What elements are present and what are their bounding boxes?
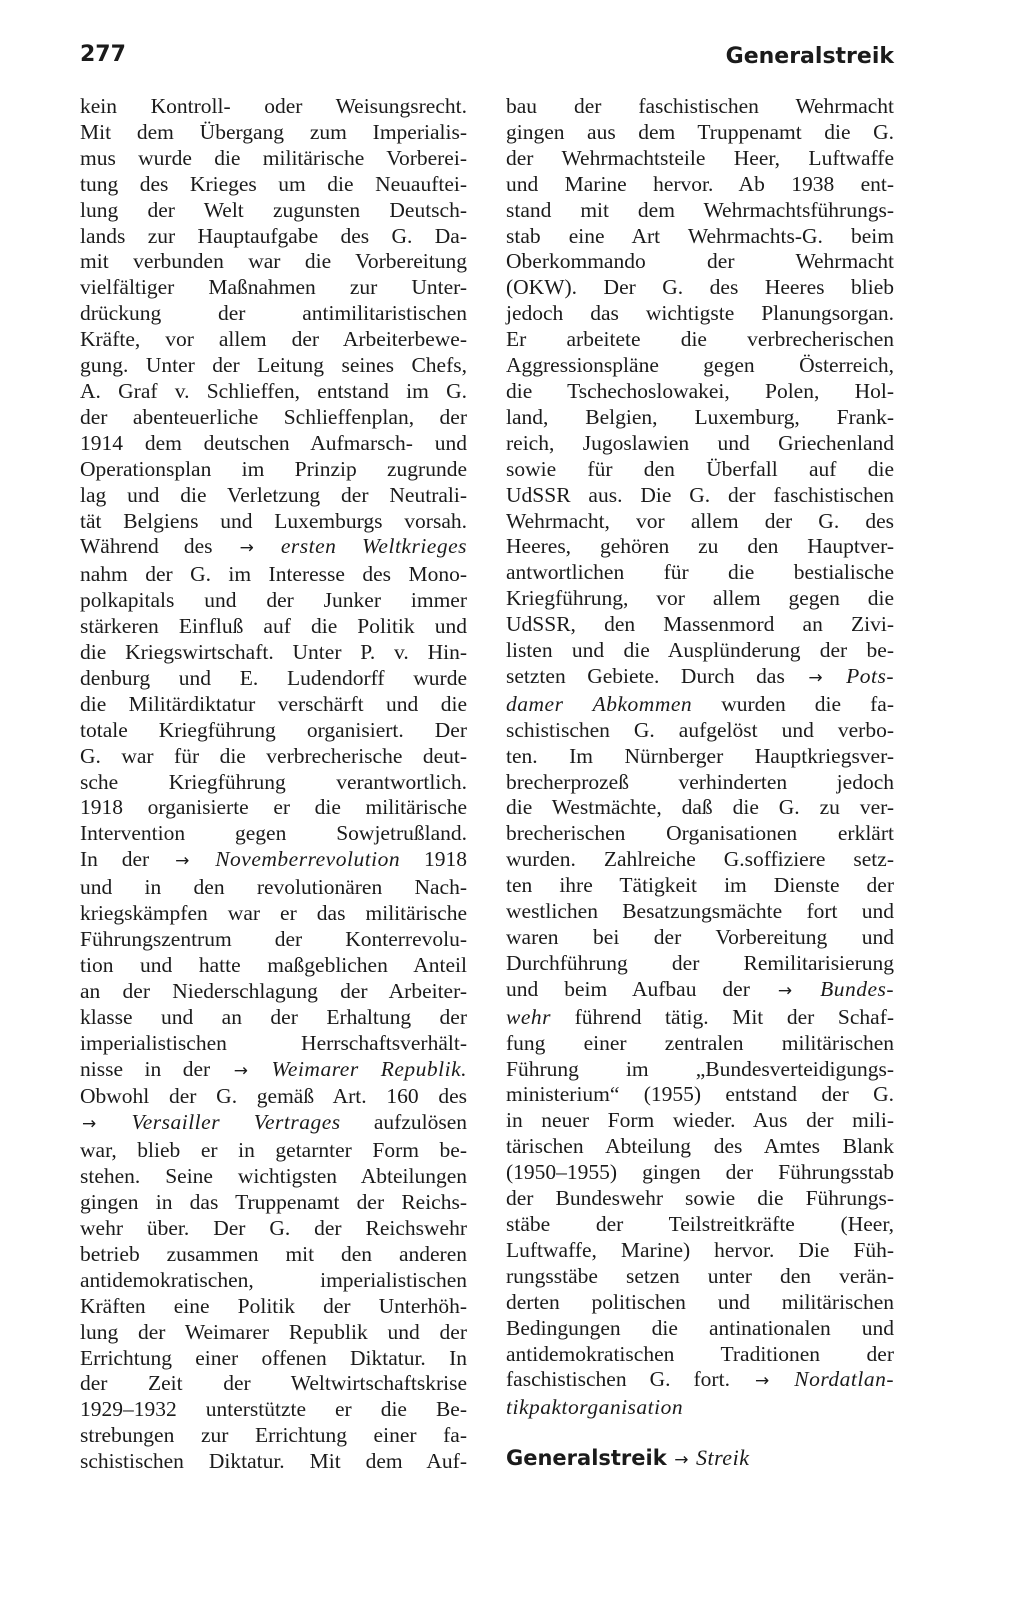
text-line: G. war für die verbrecherische deut- [80,743,467,768]
cross-reference-link[interactable]: damer Abkommen [506,691,693,716]
text-line: stäbe der Teilstreitkräfte (Heer, [506,1211,894,1236]
text-line: der abenteuerliche Schlieffenplan, der [80,404,467,429]
text-line: der Bundeswehr sowie die Führungs- [506,1186,894,1211]
text-line: jedoch das wichtigste Planungsorgan. [506,301,894,326]
text-line: der Zeit der Weltwirtschaftskrise [80,1371,467,1396]
text-line: tärischen Abteilung des Amtes Blank [506,1134,894,1159]
text-line: Wehrmacht, vor allem der G. des [506,508,894,533]
text-line [80,847,467,875]
left-column [80,94,467,1475]
text-line: Intervention gegen Sowjetrußland. [80,821,467,846]
text-line: tät Belgiens und Luxemburgs vorsah. [80,508,467,533]
text-line: gingen aus dem Truppenamt die G. [506,119,894,144]
text-line: die Kriegswirtschaft. Unter P. v. Hin- [80,640,467,665]
text-line: Führungszentrum der Konterrevolu- [80,927,467,951]
text-line: bau der faschistischen Wehrmacht [506,94,894,118]
cross-reference-link[interactable]: Bundes- [820,976,895,1001]
cross-reference-arrow-icon: → [233,1060,248,1081]
text-line [506,977,894,1005]
cross-reference-arrow-icon: → [82,1114,97,1135]
text-line: brecherprozeß verhinderten jedoch [506,769,894,794]
text-line: brecherischen Organisationen erklärt [506,821,894,846]
text-line: wurden. Zahlreiche G.soffiziere setz- [506,847,894,872]
text-line: Kriegführung, vor allem gegen die [506,586,894,611]
text-line: denburg und E. Ludendorff wurde [80,665,467,690]
text-line: (1950–1955) gingen der Führungsstab [506,1160,894,1185]
line-text: setzten Gebiete. Durch das [506,663,785,688]
text-line: schistischen G. aufgelöst und verbo- [506,717,894,742]
line-text: Während des [80,534,213,559]
text-line: strebungen zur Errichtung einer fa- [80,1423,467,1448]
entry-headword: Generalstreik [506,1446,667,1470]
text-line: waren bei der Vorbereitung und [506,925,894,949]
text-line: listen und die Ausplünderung der be- [506,638,894,663]
text-line: war, blieb er in getarnter Form be- [80,1138,467,1163]
text-line: Luftwaffe, Marine) hervor. Die Füh- [506,1237,894,1262]
text-line: Er arbeitete die verbrecherischen [506,327,894,352]
text-line: polkapitals und der Junker immer [80,588,467,613]
text-line: wehr über. Der G. der Reichswehr [80,1215,467,1240]
text-line: totale Kriegführung organisiert. Der [80,717,467,742]
text-line: ministerium“ (1955) entstand der G. [506,1082,894,1107]
text-line: und Marine hervor. Ab 1938 ent- [506,171,894,196]
text-line: antwortlichen für die bestialische [506,560,894,585]
cross-reference-link[interactable]: wehr [506,1004,551,1029]
text-line: (OKW). Der G. des Heeres blieb [506,275,894,300]
text-line: Kräfte, vor allem der Arbeiterbewe- [80,327,467,352]
text-line: Durchführung der Remilitarisierung [506,950,894,975]
text-line: sche Kriegführung verantwortlich. [80,769,467,794]
text-line: Aggressionspläne gegen Österreich, [506,353,894,378]
text-line: Führung im „Bundesverteidigungs- [506,1056,894,1081]
text-line: rungsstäbe setzen unter den verän- [506,1263,894,1288]
line-text: wurden die fa- [721,691,894,716]
cross-reference-link[interactable]: tikpaktorganisation [506,1395,684,1420]
text-line: ten. Im Nürnberger Hauptkriegsver- [506,743,894,768]
text-line: Heeres, gehören zu den Hauptver- [506,534,894,559]
text-line: 1914 dem deutschen Aufmarsch- und [80,430,467,455]
text-line: in neuer Form wieder. Aus der mili- [506,1108,894,1133]
text-line: und in den revolutionären Nach- [80,875,467,900]
cross-reference-link[interactable]: Novemberrevolution [215,847,401,872]
text-line: die Tschechoslowakei, Polen, Hol- [506,378,894,403]
text-line: klasse und an der Erhaltung der [80,1004,467,1029]
text-line: gingen in das Truppenamt der Reichs- [80,1190,467,1215]
text-line: UdSSR, den Massenmord an Zivi- [506,612,894,637]
text-line: land, Belgien, Luxemburg, Frank- [506,404,894,429]
cross-reference-arrow-icon: → [754,1371,770,1392]
cross-reference-arrow-icon: → [239,538,254,559]
line-text: und beim Aufbau der [506,976,750,1001]
text-line: 1918 organisierte er die militärische [80,795,467,820]
cross-reference-arrow-icon: → [808,667,823,688]
text-line [506,1005,894,1031]
text-line: mit verbunden war die Vorbereitung [80,249,467,274]
text-line: westlichen Besatzungsmächte fort und [506,899,894,924]
dictionary-entry [506,1445,749,1471]
text-line [80,1057,467,1085]
text-line: reich, Jugoslawien und Griechenland [506,430,894,455]
text-line: stehen. Seine wichtigsten Abteilungen [80,1164,467,1189]
text-line: betrieb zusammen mit den anderen [80,1241,467,1266]
cross-reference-arrow-icon: → [777,980,793,1001]
text-line: sowie für den Überfall auf die [506,456,894,481]
text-line: schistischen Diktatur. Mit dem Auf- [80,1449,467,1474]
text-line [506,692,894,718]
text-line: imperialistischen Herrschaftsverhält- [80,1030,467,1055]
cross-reference-link[interactable]: Streik [695,1445,750,1470]
line-text: 1918 [424,847,467,872]
page-number: 277 [80,42,126,67]
text-line: gung. Unter der Leitung seines Chefs, [80,353,467,378]
text-line: lands zur Hauptaufgabe des G. Da- [80,223,467,248]
cross-reference-link[interactable]: Versailler Vertrages [131,1110,341,1135]
cross-reference-link[interactable]: Weimarer Republik. [271,1056,467,1081]
text-line [506,664,894,692]
text-line: drückung der antimilitaristischen [80,301,467,326]
text-line [80,1110,467,1138]
text-line: UdSSR aus. Die G. der faschistischen [506,482,894,507]
text-line: 1929–1932 unterstützte er die Be- [80,1397,467,1422]
text-line: A. Graf v. Schlieffen, entstand im G. [80,378,467,403]
running-head: Generalstreik [725,44,894,69]
text-line [80,534,467,562]
text-line: kein Kontroll- oder Weisungsrecht. [80,94,467,118]
text-line: lung der Weimarer Republik und der [80,1319,467,1344]
text-line: die Westmächte, daß die G. zu ver- [506,795,894,820]
text-line: tion und hatte maßgeblichen Anteil [80,952,467,977]
text-line: derten politischen und militärischen [506,1289,894,1314]
text-line: fung einer zentralen militärischen [506,1030,894,1055]
text-line: Obwohl der G. gemäß Art. 160 des [80,1084,467,1109]
text-line: Errichtung einer offenen Diktatur. In [80,1345,467,1370]
text-line: an der Niederschlagung der Arbeiter- [80,978,467,1003]
text-line: lung der Welt zugunsten Deutsch- [80,197,467,222]
cross-reference-link[interactable]: Pots- [846,663,895,688]
text-line: tung des Krieges um die Neuauftei- [80,171,467,196]
text-line: ten ihre Tätigkeit im Dienste der [506,873,894,898]
text-line: Bedingungen die antinationalen und [506,1315,894,1340]
text-line: lag und die Verletzung der Neutrali- [80,482,467,507]
cross-reference-arrow-icon: → [674,1450,689,1470]
text-line: Operationsplan im Prinzip zugrunde [80,456,467,481]
cross-reference-link[interactable]: ersten Weltkrieges [280,534,468,559]
text-line: stab eine Art Wehrmachts-G. beim [506,223,894,248]
text-line: stand mit dem Wehrmachtsführungs- [506,197,894,222]
line-text: In der [80,847,150,872]
text-line: mus wurde die militärische Vorberei- [80,145,467,170]
text-line: Oberkommando der Wehrmacht [506,249,894,274]
line-text: führend tätig. Mit der Schaf- [574,1004,895,1029]
line-text: faschistischen G. fort. [506,1367,730,1392]
line-text: nisse in der [80,1056,211,1081]
text-line: der Wehrmachtsteile Heer, Luftwaffe [506,145,894,170]
text-line: die Militärdiktatur verschärft und die [80,691,467,716]
text-line: vielfältiger Maßnahmen zur Unter- [80,275,467,300]
text-line: kriegskämpfen war er das militärische [80,901,467,926]
text-line: Mit dem Übergang zum Imperialis- [80,119,467,144]
right-column [506,94,894,1421]
text-line: antidemokratischen Traditionen der [506,1341,894,1366]
text-line [506,1367,894,1395]
cross-reference-link[interactable]: Nordatlan- [794,1367,895,1392]
text-line: antidemokratischen, imperialistischen [80,1267,467,1292]
text-line: stärkeren Einfluß auf die Politik und [80,614,467,639]
text-line: Kräften eine Politik der Unterhöh- [80,1293,467,1318]
text-line: nahm der G. im Interesse des Mono- [80,562,467,587]
line-text: aufzulösen [373,1110,468,1135]
text-line [506,1395,894,1421]
cross-reference-arrow-icon: → [175,851,190,872]
